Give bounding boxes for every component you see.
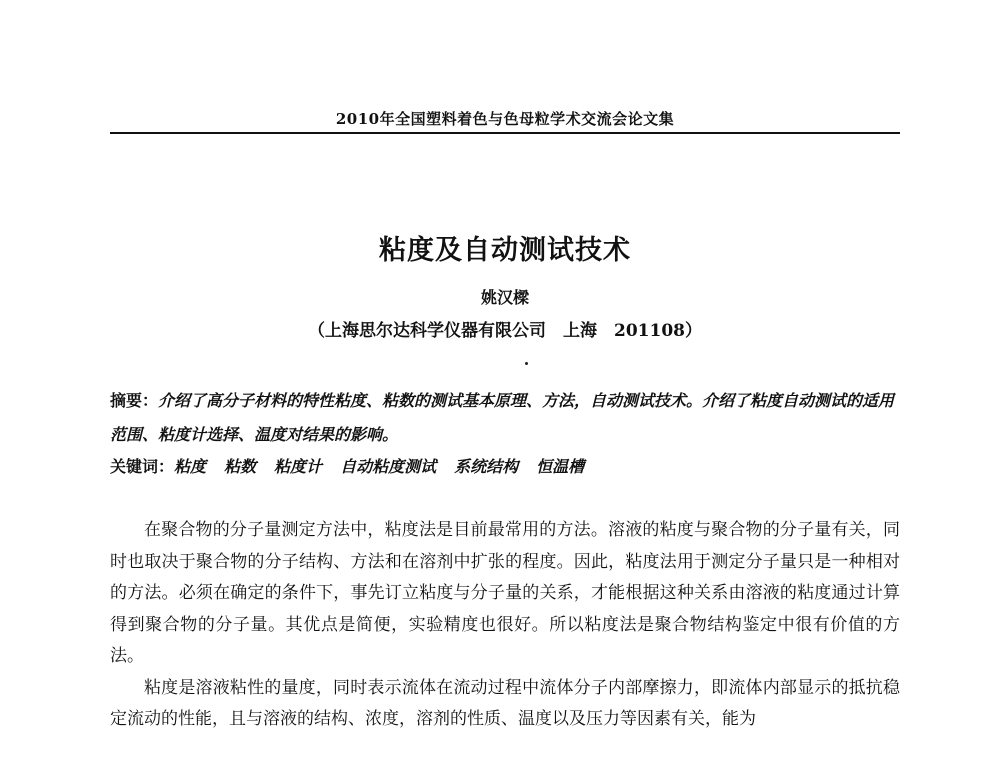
abstract-text: 介绍了高分子材料的特性粘度、粘数的测试基本原理、方法，自动测试技术。介绍了粘度自动测试的适用范围、粘度计选择、温度对结果的影响。 — [110, 391, 895, 444]
keyword: 粘度 — [174, 457, 207, 476]
decorative-dot — [525, 362, 528, 365]
keyword: 自动粘度测试 — [340, 457, 437, 476]
body-paragraph: 在聚合物的分子量测定方法中，粘度法是目前最常用的方法。溶液的粘度与聚合物的分子量有关，同时也取决于聚合物的分子结构、方法和在溶剂中扩张的程度。因此，粘度法用于测定分子量只是一种相对的方法。必须在确定的条件下，事先订立粘度与分子量的关系，才能根据这种关系由溶液的粘度通过计算得到聚合物的分子量。其优点是简便，实验精度也很好。所以粘度法是聚合物结构鉴定中很有价值的方法。 — [110, 520, 900, 666]
abstract — [110, 384, 900, 452]
keyword: 恒温槽 — [536, 457, 585, 476]
keyword: 粘度计 — [274, 457, 323, 476]
abstract-label: 摘要： — [110, 391, 159, 410]
body-text — [110, 515, 900, 736]
body-paragraph: 粘度是溶液粘性的量度，同时表示流体在流动过程中流体分子内部摩擦力，即流体内部显示的抵抗稳定流动的性能，且与溶液的结构、浓度，溶剂的性质、温度以及压力等因素有关，能为 — [110, 677, 900, 729]
keyword: 系统结构 — [454, 457, 519, 476]
keywords-label: 关键词： — [110, 457, 175, 476]
keyword: 粘数 — [224, 457, 257, 476]
author-name: 姚汉樑 — [480, 288, 529, 307]
header-rule — [110, 132, 900, 134]
running-header: 2010年全国塑料着色与色母粒学术交流会论文集 — [335, 110, 675, 128]
paper-title: 粘度及自动测试技术 — [379, 235, 631, 266]
keywords — [110, 452, 900, 482]
author-affiliation: （上海思尔达科学仪器有限公司 上海 201108） — [308, 321, 702, 341]
